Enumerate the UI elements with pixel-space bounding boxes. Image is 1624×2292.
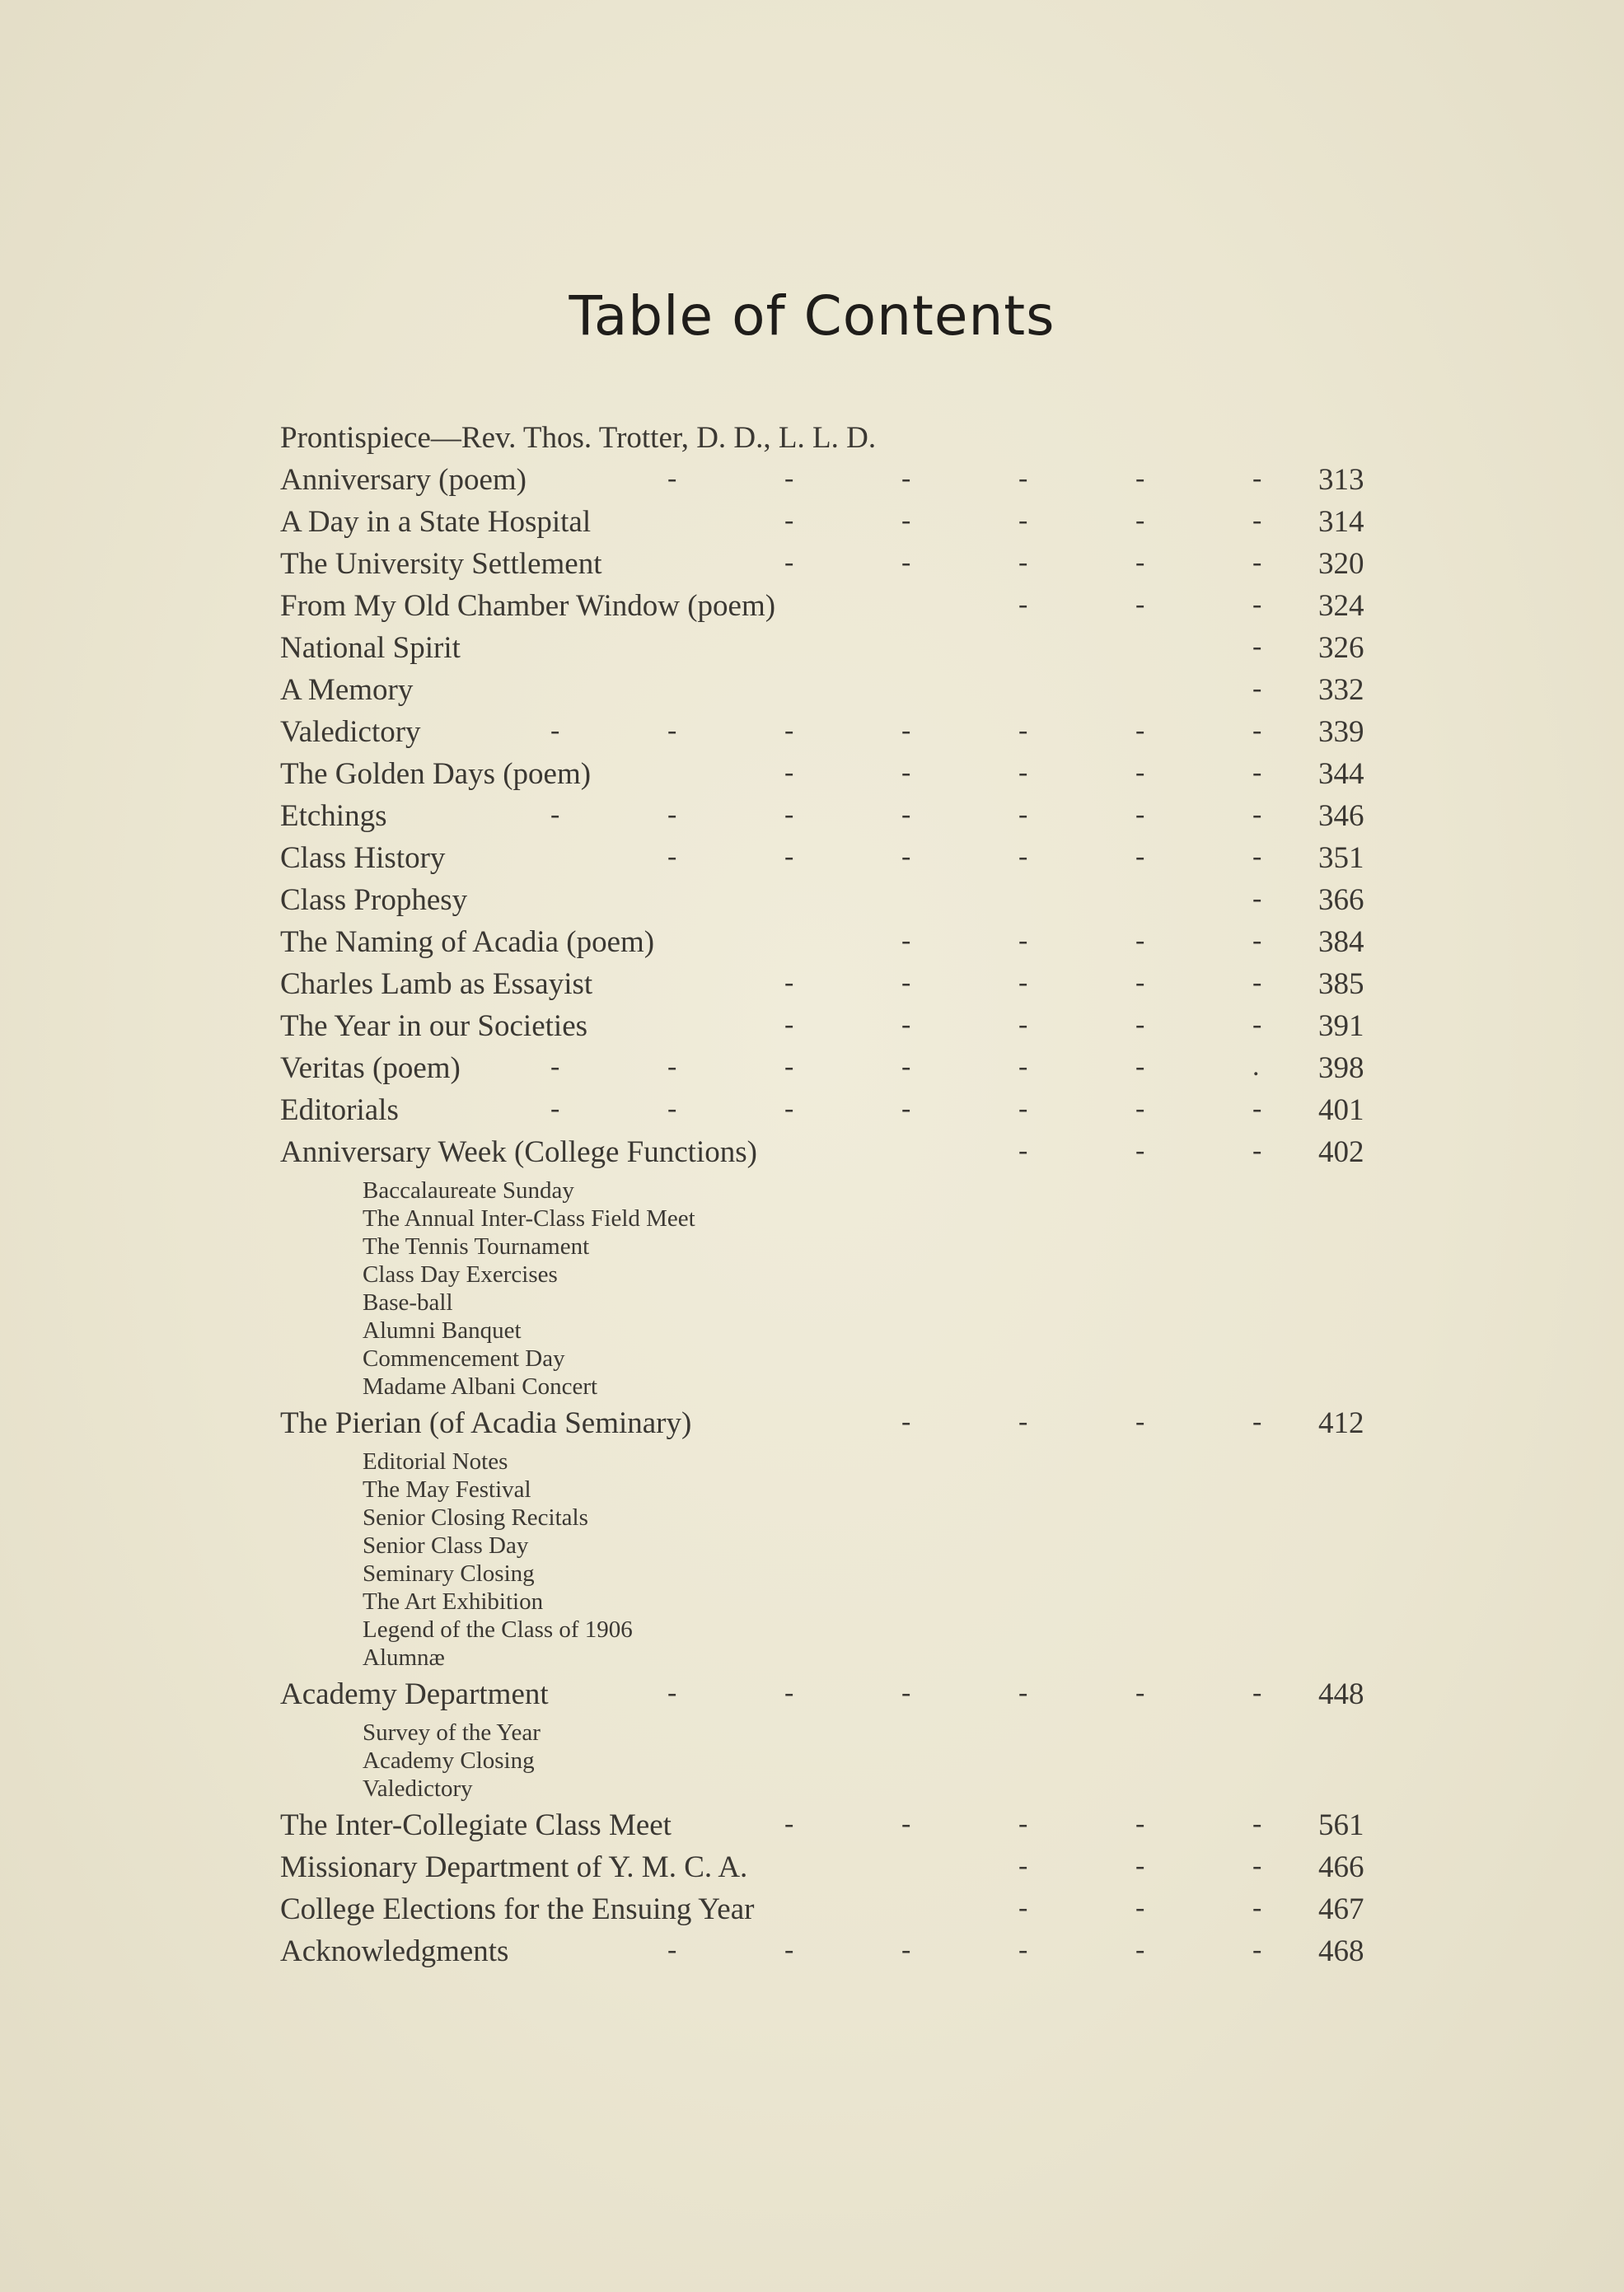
toc-entry (280, 461, 1376, 500)
toc-entry-title: The Pierian (of Acadia Seminary) (280, 1406, 692, 1440)
toc-page-number: 561 (1318, 1808, 1364, 1842)
toc-page-number: 313 (1318, 463, 1364, 497)
leader-dash: - (1135, 715, 1145, 746)
toc-entry-title: Academy Department (280, 1677, 549, 1711)
leader-dash: - (901, 1093, 911, 1124)
leader-dash: - (901, 799, 911, 830)
leader-dash: - (1135, 463, 1145, 493)
leader-dash: - (1135, 1135, 1145, 1166)
leader-dash: - (1252, 883, 1262, 914)
leader-dash: - (901, 757, 911, 788)
leader-dash: - (1135, 757, 1145, 788)
leader-dash: - (784, 463, 794, 493)
leader-dash: - (1135, 1406, 1145, 1437)
toc-page-number: 391 (1318, 1009, 1364, 1043)
leader-dash: - (901, 1406, 911, 1437)
toc-entry-title: Class History (280, 841, 446, 875)
leader-dash: - (1135, 799, 1145, 830)
leader-dash: - (901, 841, 911, 872)
toc-entry (280, 1675, 1376, 1714)
leader-dash: - (1252, 505, 1262, 536)
toc-entry (280, 755, 1376, 794)
leader-dash: - (1252, 631, 1262, 662)
leader-dash: - (1018, 841, 1028, 872)
leader-dash: - (1018, 757, 1028, 788)
leader-dash: - (1252, 1808, 1262, 1839)
leader-dash: - (901, 967, 911, 998)
toc-entry-title: Anniversary (poem) (280, 463, 527, 497)
toc-entry (280, 881, 1376, 920)
leader-dash: - (784, 967, 794, 998)
toc-entry (280, 1806, 1376, 1845)
leader-dash: - (1252, 1677, 1262, 1708)
toc-page-number: 351 (1318, 841, 1364, 875)
leader-dash: - (1252, 589, 1262, 620)
toc-entry (280, 1091, 1376, 1130)
toc-page-number: 398 (1318, 1051, 1364, 1085)
leader-dash: - (1252, 547, 1262, 578)
toc-entry-title: National Spirit (280, 631, 461, 665)
toc-entry (280, 419, 1376, 458)
leader-dash: - (1018, 505, 1028, 536)
leader-dash: - (1018, 967, 1028, 998)
leader-dash: - (1135, 547, 1145, 578)
toc-entry (280, 923, 1376, 962)
leader-dash: - (1135, 589, 1145, 620)
leader-dash: - (901, 547, 911, 578)
toc-page-number: 448 (1318, 1677, 1364, 1711)
toc-subitem: Editorial Notes (363, 1448, 508, 1475)
toc-page-number: 467 (1318, 1892, 1364, 1926)
leader-dash: - (1135, 1934, 1145, 1965)
toc-entry (280, 671, 1376, 710)
toc-page-number: 346 (1318, 799, 1364, 833)
leader-dash: - (1135, 841, 1145, 872)
toc-entry (280, 503, 1376, 542)
toc-entry-title: The Naming of Acadia (poem) (280, 925, 655, 959)
leader-dash: - (550, 799, 560, 830)
leader-dash: - (784, 1051, 794, 1082)
toc-page-number: 314 (1318, 505, 1364, 539)
leader-dash: - (901, 1051, 911, 1082)
leader-dash: - (1252, 841, 1262, 872)
leader-dash: - (784, 1808, 794, 1839)
leader-dash: - (1252, 673, 1262, 704)
leader-dash: - (1252, 1850, 1262, 1881)
leader-dash: - (1252, 757, 1262, 788)
toc-entry-title: The University Settlement (280, 547, 602, 581)
toc-subitem: Madame Albani Concert (363, 1373, 598, 1400)
toc-subitem: The Annual Inter-Class Field Meet (363, 1205, 695, 1232)
toc-subitem: The Tennis Tournament (363, 1233, 590, 1260)
toc-entry (280, 713, 1376, 752)
leader-dash: - (901, 1934, 911, 1965)
leader-dash: - (1018, 547, 1028, 578)
toc-entry-title: Acknowledgments (280, 1934, 509, 1968)
toc-entry (280, 965, 1376, 1004)
toc-entry-title: Class Prophesy (280, 883, 468, 917)
leader-dash: - (550, 1051, 560, 1082)
leader-dash: - (901, 715, 911, 746)
toc-entry (280, 839, 1376, 878)
toc-subitem: The May Festival (363, 1476, 531, 1503)
toc-subitem: Baccalaureate Sunday (363, 1177, 574, 1204)
toc-entry (280, 587, 1376, 626)
leader-dash: - (667, 715, 677, 746)
leader-dash: - (1018, 715, 1028, 746)
toc-entry-title: A Day in a State Hospital (280, 505, 592, 539)
toc-subitem: Legend of the Class of 1906 (363, 1616, 633, 1643)
leader-dash: - (667, 841, 677, 872)
leader-dash: - (667, 1677, 677, 1708)
toc-entry-title: Charles Lamb as Essayist (280, 967, 593, 1001)
leader-dash: - (1135, 1009, 1145, 1040)
leader-dash: - (784, 1934, 794, 1965)
leader-dash: - (901, 1677, 911, 1708)
leader-dash: - (1135, 505, 1145, 536)
toc-entry-title: Editorials (280, 1093, 399, 1127)
leader-dash: - (1135, 1850, 1145, 1881)
toc-page-number: 339 (1318, 715, 1364, 749)
leader-dash: - (667, 799, 677, 830)
toc-entry (280, 1404, 1376, 1443)
toc-entry (280, 1049, 1376, 1088)
leader-dash: - (784, 1009, 794, 1040)
leader-dash: - (1018, 1009, 1028, 1040)
toc-entry-title: The Year in our Societies (280, 1009, 588, 1043)
toc-page-number: 402 (1318, 1135, 1364, 1169)
toc-entry-title: Veritas (poem) (280, 1051, 461, 1085)
leader-dash: - (1252, 925, 1262, 956)
toc-page-number: 401 (1318, 1093, 1364, 1127)
leader-dash: - (784, 1093, 794, 1124)
leader-dash: - (1252, 967, 1262, 998)
toc-entry (280, 545, 1376, 584)
toc-page-number: 468 (1318, 1934, 1364, 1968)
toc-entry (280, 629, 1376, 668)
leader-dash: - (1252, 1135, 1262, 1166)
leader-dash: - (1135, 1051, 1145, 1082)
toc-entry-title: A Memory (280, 673, 414, 707)
leader-dash: - (1018, 589, 1028, 620)
leader-dash: - (667, 1093, 677, 1124)
leader-dash: - (1135, 1093, 1145, 1124)
leader-dash: - (1135, 1808, 1145, 1839)
toc-page-number: 384 (1318, 925, 1364, 959)
toc-entry (280, 1007, 1376, 1046)
toc-page-number: 344 (1318, 757, 1364, 791)
toc-subitem: Base-ball (363, 1289, 453, 1316)
toc-subitem: Seminary Closing (363, 1560, 535, 1587)
toc-subitem: Class Day Exercises (363, 1261, 558, 1288)
leader-dash: - (901, 1009, 911, 1040)
toc-subitem: Commencement Day (363, 1345, 565, 1372)
leader-dash: - (667, 463, 677, 493)
leader-dash: - (1018, 1892, 1028, 1923)
toc-entry-title: College Elections for the Ensuing Year (280, 1892, 755, 1926)
toc-entry-title: The Golden Days (poem) (280, 757, 592, 791)
toc-entry-title: Anniversary Week (College Functions) (280, 1135, 757, 1169)
leader-dash: - (1018, 1808, 1028, 1839)
leader-dash: - (784, 547, 794, 578)
leader-dash: - (1018, 925, 1028, 956)
leader-dash: - (1252, 1406, 1262, 1437)
toc-entry-title: From My Old Chamber Window (poem) (280, 589, 776, 623)
toc-subitem: Alumni Banquet (363, 1317, 522, 1344)
leader-dash: - (1135, 1677, 1145, 1708)
leader-dash: - (667, 1934, 677, 1965)
leader-dash: - (1252, 1934, 1262, 1965)
leader-dash: - (1135, 967, 1145, 998)
leader-dash: - (1252, 1009, 1262, 1040)
leader-dash: - (1018, 1406, 1028, 1437)
toc-subitem: Survey of the Year (363, 1719, 541, 1746)
toc-page-number: 326 (1318, 631, 1364, 665)
leader-dash: - (1018, 1051, 1028, 1082)
page-title: Table of Contents (569, 284, 1055, 348)
toc-subitem: Alumnæ (363, 1644, 445, 1671)
leader-dash: - (667, 1051, 677, 1082)
leader-dash: - (550, 715, 560, 746)
toc-page-number: 385 (1318, 967, 1364, 1001)
leader-dash: - (784, 799, 794, 830)
leader-dash: - (784, 841, 794, 872)
toc-page-number: 366 (1318, 883, 1364, 917)
toc-entry-title: Prontispiece—Rev. Thos. Trotter, D. D., L. L. D. (280, 421, 877, 455)
leader-dash: - (1018, 1093, 1028, 1124)
leader-dash: - (550, 1093, 560, 1124)
toc-page-number: 412 (1318, 1406, 1364, 1440)
leader-dash: - (1252, 463, 1262, 493)
toc-entry-title: Valedictory (280, 715, 421, 749)
leader-dash: - (784, 1677, 794, 1708)
toc-subitem: Academy Closing (363, 1747, 535, 1774)
leader-dash: - (784, 757, 794, 788)
toc-entry (280, 1932, 1376, 1972)
leader-dash: - (1252, 1093, 1262, 1124)
leader-dash: - (1018, 1850, 1028, 1881)
toc-subitem: Senior Closing Recitals (363, 1504, 588, 1531)
leader-dash: - (901, 925, 911, 956)
leader-dash: - (1018, 799, 1028, 830)
toc-entry (280, 1890, 1376, 1929)
leader-dash: - (901, 1808, 911, 1839)
leader-dash: - (901, 505, 911, 536)
toc-page-number: 324 (1318, 589, 1364, 623)
leader-dash: - (1018, 463, 1028, 493)
leader-dash: - (784, 505, 794, 536)
toc-subitem: Valedictory (363, 1775, 473, 1802)
toc-page-number: 332 (1318, 673, 1364, 707)
toc-entry-title: Missionary Department of Y. M. C. A. (280, 1850, 748, 1884)
toc-subitem: Senior Class Day (363, 1532, 529, 1559)
leader-dash: - (784, 715, 794, 746)
leader-dash: - (1018, 1677, 1028, 1708)
leader-dash: - (1135, 1892, 1145, 1923)
leader-dash: - (1252, 1892, 1262, 1923)
leader-dash: . (1252, 1051, 1260, 1082)
leader-dash: - (1252, 799, 1262, 830)
toc-page-number: 320 (1318, 547, 1364, 581)
toc-subitem: The Art Exhibition (363, 1588, 544, 1615)
leader-dash: - (1252, 715, 1262, 746)
leader-dash: - (1018, 1934, 1028, 1965)
toc-entry-title: Etchings (280, 799, 387, 833)
toc-entry (280, 1133, 1376, 1172)
toc-entry-title: The Inter-Collegiate Class Meet (280, 1808, 672, 1842)
leader-dash: - (901, 463, 911, 493)
leader-dash: - (1135, 925, 1145, 956)
toc-page-number: 466 (1318, 1850, 1364, 1884)
toc-entry (280, 1848, 1376, 1887)
leader-dash: - (1018, 1135, 1028, 1166)
toc-entry (280, 797, 1376, 836)
